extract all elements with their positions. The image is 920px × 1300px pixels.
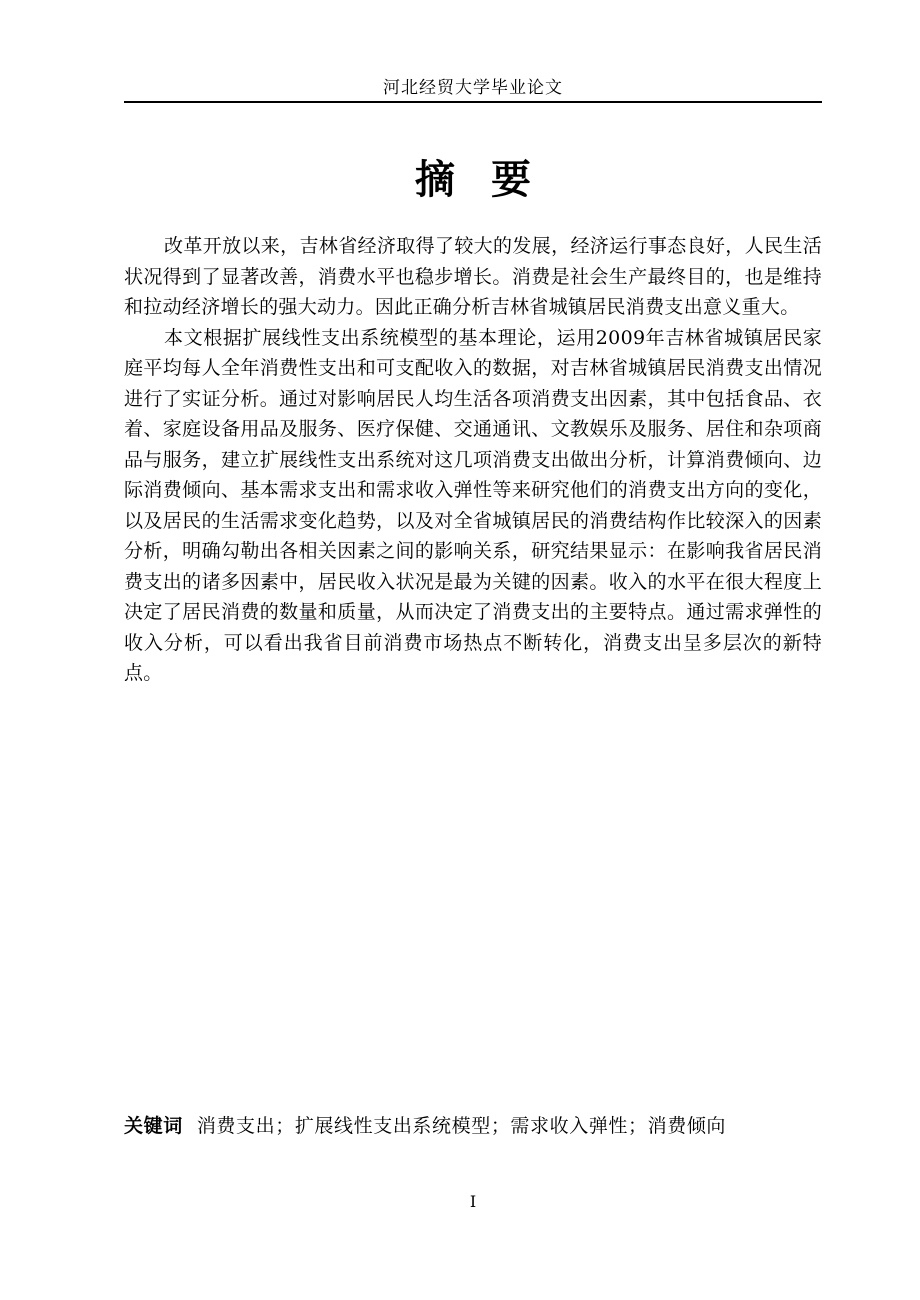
header-rule (124, 101, 822, 103)
abstract-paragraph-2: 本文根据扩展线性支出系统模型的基本理论，运用2009年吉林省城镇居民家庭平均每人全年消费性支出和可支配收入的数据，对吉林省城镇居民消费支出情况进行了实证分析。通过对影响居民人均生活各项消费支出因素，其中包括食品、衣着、家庭设备用品及服务、医疗保健、交通通讯、文教娱乐及服务、居住和杂项商品与服务，建立扩展线性支出系统对这几项消费支出做出分析，计算消费倾向、边际消费倾向、基本需求支出和需求收入弹性等来研究他们的消费支出方向的变化，以及居民的生活需求变化趋势，以及对全省城镇居民的消费结构作比较深入的因素分析，明确勾勒出各相关因素之间的影响关系，研究结果显示：在影响我省居民消费支出的诸多因素中，居民收入状况是最为关键的因素。收入的水平在很大程度上决定了居民消费的数量和质量，从而决定了消费支出的主要特点。通过需求弹性的收入分析，可以看出我省目前消费市场热点不断转化，消费支出呈多层次的新特点。 (124, 326, 822, 684)
keywords-line (124, 1111, 822, 1141)
keywords-text: 消费支出；扩展线性支出系统模型；需求收入弹性；消费倾向 (196, 1115, 727, 1137)
abstract-title: 摘要 (415, 156, 567, 203)
keywords-label: 关键词 (124, 1115, 183, 1137)
running-header: 河北经贸大学毕业论文 (383, 78, 563, 98)
page-number: I (469, 1192, 477, 1211)
abstract-body (124, 231, 822, 689)
abstract-paragraph-1: 改革开放以来，吉林省经济取得了较大的发展，经济运行事态良好，人民生活状况得到了显著改善，消费水平也稳步增长。消费是社会生产最终目的，也是维持和拉动经济增长的强大动力。因此正确分析吉林省城镇居民消费支出意义重大。 (124, 235, 822, 318)
